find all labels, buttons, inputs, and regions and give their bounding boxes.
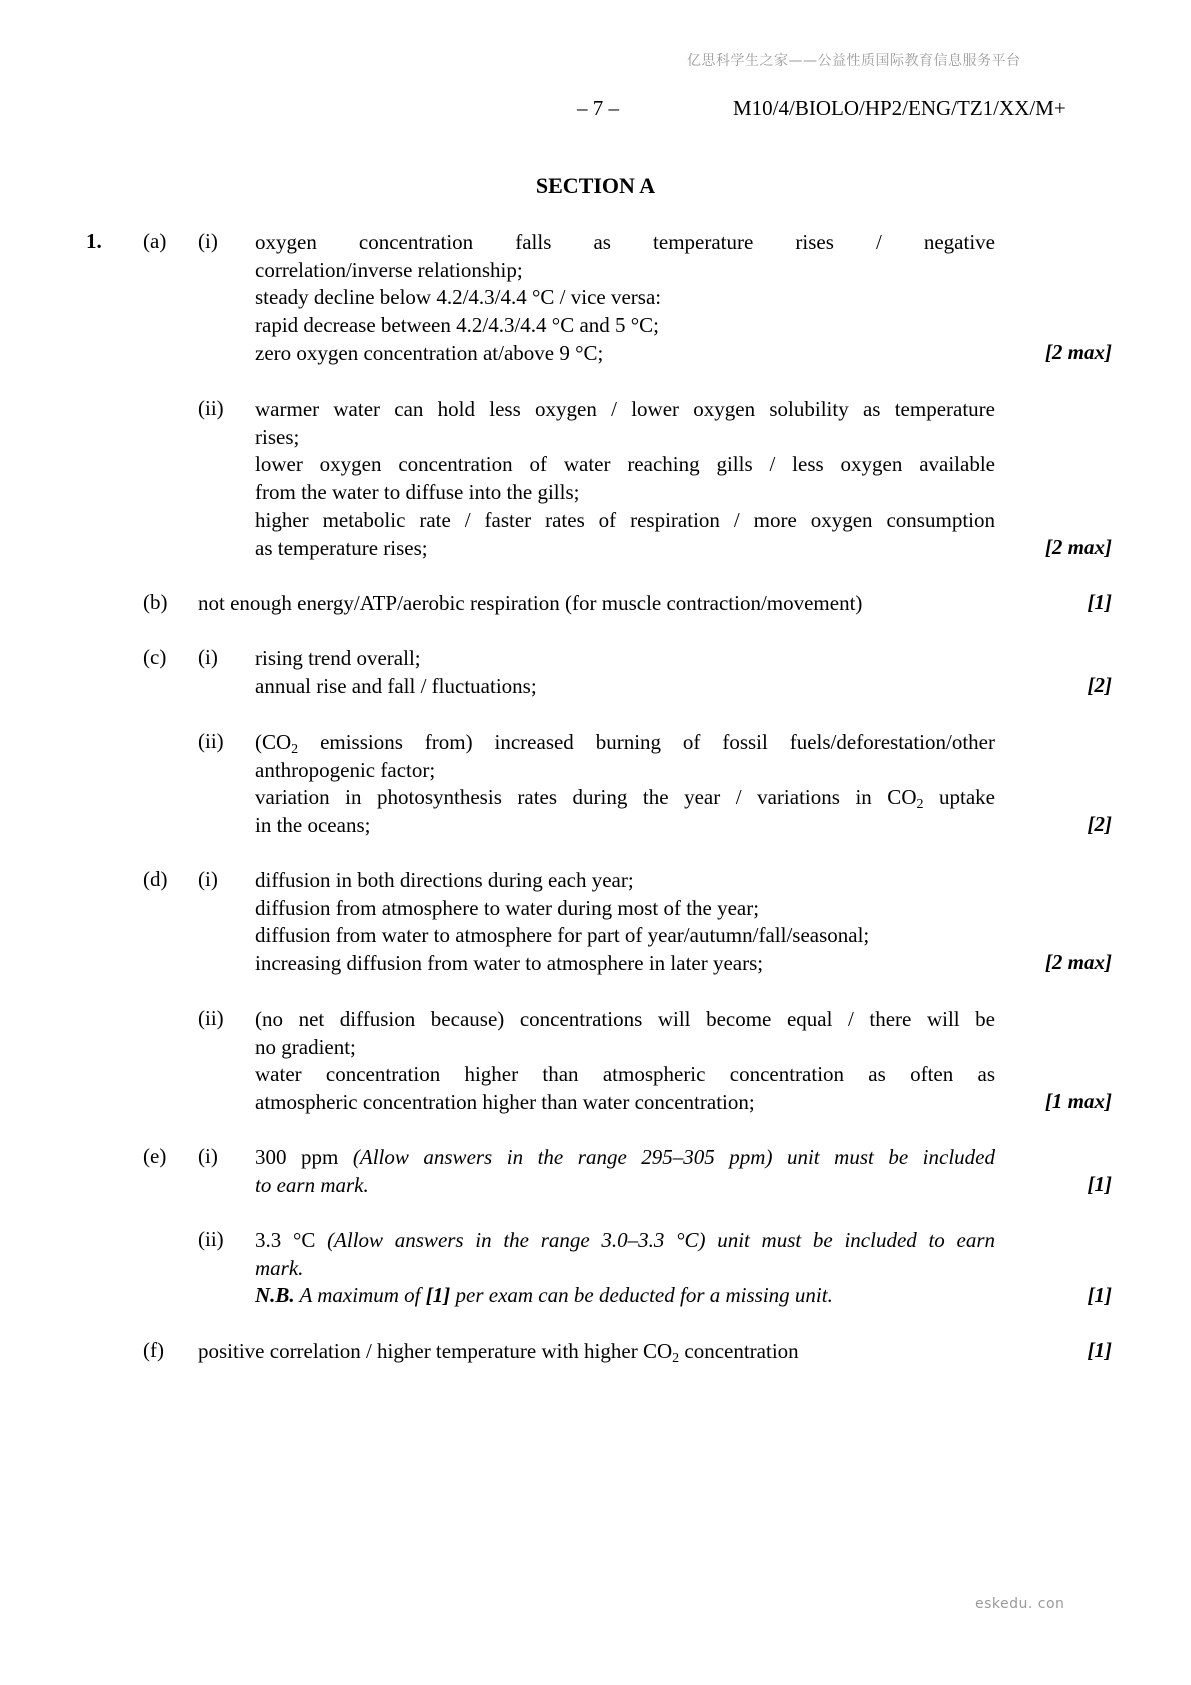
answer-line: rapid decrease between 4.2/4.3/4.4 °C and 5 °C; — [255, 313, 660, 338]
answer-line: diffusion in both directions during each year; — [255, 868, 634, 892]
part-e-i-label: (i) — [198, 1144, 218, 1168]
part-d-label: (d) — [143, 867, 168, 891]
part-f-mark: [1] — [1087, 1338, 1112, 1362]
answer-line: oxygen concentration falls as temperature rises / negative — [255, 230, 995, 254]
answer-line: zero oxygen concentration at/above 9 °C; — [255, 340, 604, 365]
answer-line: annual rise and fall / fluctuations; — [255, 673, 537, 698]
watermark-top: 亿思科学生之家——公益性质国际教育信息服务平台 — [687, 53, 1021, 69]
part-c-ii-mark: [2] — [1087, 812, 1112, 836]
section-title: SECTION A — [535, 173, 656, 198]
answer-line: water concentration higher than atmospheric concentration as often as — [255, 1062, 995, 1087]
part-e-i-mark: [1] — [1087, 1172, 1112, 1196]
answer-line: increasing diffusion from water to atmosphere in later years; — [255, 951, 764, 976]
watermark-bottom: eskedu. con — [975, 1596, 1065, 1612]
answer-line: in the oceans; — [255, 813, 371, 838]
answer-line: correlation/inverse relationship; — [255, 257, 523, 282]
part-c-ii-label: (ii) — [198, 729, 224, 753]
answer-line: higher metabolic rate / faster rates of respiration / more oxygen consumption — [255, 507, 995, 532]
part-a-label: (a) — [143, 229, 167, 253]
answer-line: rising trend overall; — [255, 646, 421, 670]
part-a-ii-answer — [255, 396, 995, 562]
part-a-i-answer — [255, 229, 995, 368]
answer-line: mark. — [255, 1255, 304, 1280]
part-b-answer: not enough energy/ATP/aerobic respiration (for muscle contraction/movement) — [198, 591, 863, 615]
answer-line: diffusion from water to atmosphere for part of year/autumn/fall/seasonal; — [255, 923, 870, 948]
answer-line: steady decline below 4.2/4.3/4.4 °C / vice versa: — [255, 285, 662, 310]
part-c-i-mark: [2] — [1087, 673, 1112, 697]
part-e-i-answer — [255, 1144, 995, 1199]
answer-line: anthropogenic factor; — [255, 757, 436, 782]
paper-code: M10/4/BIOLO/HP2/ENG/TZ1/XX/M+ — [733, 96, 1066, 120]
part-f-answer: positive correlation / higher temperature with higher $CO_2$ concentration — [198, 1339, 799, 1366]
answer-line: lower oxygen concentration of water reaching gills / less oxygen available — [255, 452, 995, 477]
part-a-ii-label: (ii) — [198, 396, 224, 420]
part-b-label: (b) — [143, 590, 168, 614]
part-b-mark: [1] — [1087, 590, 1112, 614]
page-number: – 7 – — [577, 96, 619, 120]
part-e-label: (e) — [143, 1144, 167, 1168]
answer-line: no gradient; — [255, 1034, 356, 1059]
part-e-ii-answer — [255, 1227, 995, 1310]
answer-line: warmer water can hold less oxygen / lower oxygen solubility as temperature — [255, 397, 995, 421]
answer-line: 300 ppm (Allow answers in the range 295–305 ppm) unit must be included — [255, 1145, 995, 1169]
part-a-i-label: (i) — [198, 229, 218, 253]
answer-line: (no net diffusion because) concentrations will become equal / there will be — [255, 1007, 995, 1031]
answer-line: ($CO_2$ emissions from) increased burning of fossil fuels/deforestation/other — [255, 730, 995, 757]
answer-line: atmospheric concentration higher than water concentration; — [255, 1090, 755, 1115]
answer-line: diffusion from atmosphere to water during most of the year; — [255, 895, 760, 920]
part-a-ii-mark: [2 max] — [1044, 535, 1112, 559]
question-number: 1. — [86, 229, 102, 253]
answer-line: 3.3 °C (Allow answers in the range 3.0–3.3 °C) unit must be included to earn — [255, 1228, 995, 1252]
part-d-i-answer — [255, 867, 995, 978]
answer-line: variation in photosynthesis rates during the year / variations in $CO_2$ uptake — [255, 785, 995, 813]
part-d-ii-label: (ii) — [198, 1006, 224, 1030]
answer-line: rises; — [255, 424, 300, 449]
part-d-ii-mark: [1 max] — [1044, 1089, 1112, 1113]
part-d-i-mark: [2 max] — [1044, 950, 1112, 974]
answer-line: as temperature rises; — [255, 535, 428, 560]
part-d-i-label: (i) — [198, 867, 218, 891]
part-d-ii-answer — [255, 1006, 995, 1117]
part-a-i-mark: [2 max] — [1044, 340, 1112, 364]
part-f-label: (f) — [143, 1338, 164, 1362]
part-c-i-answer — [255, 645, 995, 700]
part-e-ii-label: (ii) — [198, 1227, 224, 1251]
part-c-ii-answer — [255, 729, 995, 840]
part-c-i-label: (i) — [198, 645, 218, 669]
part-e-ii-mark: [1] — [1087, 1283, 1112, 1307]
answer-line: to earn mark. — [255, 1172, 369, 1197]
nb-note: N.B. A maximum of [1] per exam can be deducted for a missing unit. — [255, 1283, 833, 1308]
part-c-label: (c) — [143, 645, 167, 669]
answer-line: from the water to diffuse into the gills; — [255, 480, 580, 505]
